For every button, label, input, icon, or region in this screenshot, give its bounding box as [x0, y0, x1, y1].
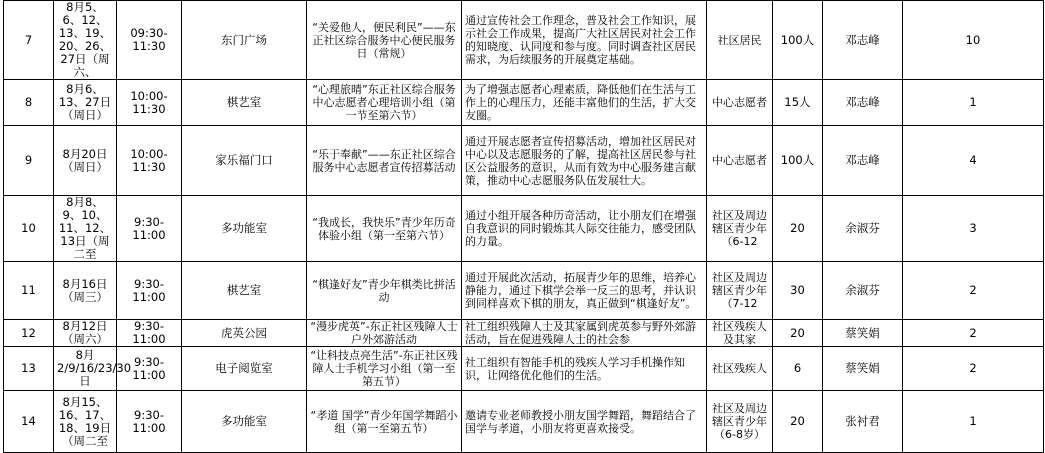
cell-activity: “让科技点亮生活”-东正社区残障人士手机学习小组（第一至第五节） [307, 347, 462, 391]
cell-staff: 蔡笑娟 [823, 320, 903, 347]
cell-date: 8月20日（周日） [54, 126, 117, 196]
cell-activity: “棋逢好友”青少年棋类比拼活动 [307, 262, 462, 320]
cell-time: 9:30-11:00 [117, 347, 182, 391]
cell-date: 8月15、16、17、18、19日（周二至 [54, 391, 117, 453]
cell-target: 社区残疾人及其家 [707, 320, 773, 347]
cell-content: 社工组织残障人士及其家属到虎英参与野外郊游活动，旨在促进残障人士的社会参 [462, 320, 707, 347]
cell-content: 通过开展志愿者宣传招募活动，增加社区居民对中心以及志愿服务的了解，提高社区居民参与社区公益服务的意识，从而有效为中心服务建言献策，推动中心志愿服务队伍发展壮大。 [462, 126, 707, 196]
table-row [4, 1, 1044, 80]
cell-activity: “乐于奉献”——东正社区综合服务中心志愿者宣传招募活动 [307, 126, 462, 196]
cell-count: 100人 [773, 126, 823, 196]
cell-no: 8 [4, 80, 54, 126]
cell-no: 7 [4, 1, 54, 80]
cell-sessions: 1 [903, 391, 1044, 453]
cell-count: 15人 [773, 80, 823, 126]
cell-no: 11 [4, 262, 54, 320]
cell-place: 家乐福门口 [182, 126, 307, 196]
cell-date: 8月8、9、10、11、12、13日（周二至 [54, 196, 117, 262]
cell-target: 社区及周边辖区青少年（6-12 [707, 196, 773, 262]
cell-target: 社区及周边辖区青少年（7-12 [707, 262, 773, 320]
cell-content: 通过宣传社会工作理念，普及社会工作知识，展示社会工作成果，提高广大社区居民对社会工作的知晓度、认同度和参与度。同时调查社区居民需求，为后续服务的开展奠定基础。 [462, 1, 707, 80]
cell-sessions: 2 [903, 347, 1044, 391]
cell-time: 9:30-11:00 [117, 320, 182, 347]
cell-time: 9:30-11:00 [117, 196, 182, 262]
cell-sessions: 2 [903, 320, 1044, 347]
cell-time: 9:30-11:00 [117, 391, 182, 453]
cell-staff: 蔡笑娟 [823, 347, 903, 391]
table-row [4, 320, 1044, 347]
cell-date: 8月2/9/16/23/30日 [54, 347, 117, 391]
table-row [4, 196, 1044, 262]
cell-staff: 余淑芬 [823, 262, 903, 320]
cell-content: 通过小组开展各种历奇活动，让小朋友们在增强自我意识的同时锻炼其人际交往能力，感受团队的力量。 [462, 196, 707, 262]
cell-activity: “孝道 国学”青少年国学舞蹈小组（第一至第五节） [307, 391, 462, 453]
cell-target: 中心志愿者 [707, 126, 773, 196]
cell-staff: 邓志峰 [823, 1, 903, 80]
cell-activity: “我成长，我快乐”青少年历奇体验小组（第一至第六节） [307, 196, 462, 262]
cell-target: 社区及周边辖区青少年（6-8岁） [707, 391, 773, 453]
cell-no: 10 [4, 196, 54, 262]
cell-place: 棋艺室 [182, 262, 307, 320]
cell-sessions: 10 [903, 1, 1044, 80]
cell-no: 13 [4, 347, 54, 391]
cell-sessions: 4 [903, 126, 1044, 196]
table-row [4, 347, 1044, 391]
cell-date: 8月6、13、27日（周日） [54, 80, 117, 126]
cell-no: 12 [4, 320, 54, 347]
cell-place: 电子阅览室 [182, 347, 307, 391]
cell-content: 邀请专业老师教授小朋友国学舞蹈，舞蹈结合了国学与孝道，小朋友将更喜欢接受。 [462, 391, 707, 453]
cell-time: 9:30-11:00 [117, 262, 182, 320]
cell-time: 10:00-11:30 [117, 80, 182, 126]
cell-count: 100人 [773, 1, 823, 80]
cell-staff: 邓志峰 [823, 126, 903, 196]
cell-count: 30 [773, 262, 823, 320]
cell-count: 20 [773, 196, 823, 262]
cell-target: 社区残疾人 [707, 347, 773, 391]
cell-date: 8月5、6、12、13、19、20、26、27日（周六、 [54, 1, 117, 80]
cell-no: 14 [4, 391, 54, 453]
cell-time: 09:30-11:30 [117, 1, 182, 80]
cell-count: 6 [773, 347, 823, 391]
cell-content: 社工组织有智能手机的残疾人学习手机操作知识，让网络优化他们的生活。 [462, 347, 707, 391]
cell-activity: “心理旅晴”东正社区综合服务中心志愿者心理培训小组（第一节至第六节） [307, 80, 462, 126]
cell-date: 8月16日（周三） [54, 262, 117, 320]
cell-sessions: 1 [903, 80, 1044, 126]
cell-time: 10:00-11:30 [117, 126, 182, 196]
cell-sessions: 2 [903, 262, 1044, 320]
cell-place: 多功能室 [182, 391, 307, 453]
cell-activity: “关爱他人，便民利民”——东正社区综合服务中心便民服务日（常规） [307, 1, 462, 80]
cell-staff: 邓志峰 [823, 80, 903, 126]
cell-place: 多功能室 [182, 196, 307, 262]
cell-place: 东门广场 [182, 1, 307, 80]
cell-content: 通过开展此次活动，拓展青少年的思维，培养心静能力，通过下棋学会举一反三的思考，并认识到同样喜欢下棋的朋友，真正做到“棋逢好友”。 [462, 262, 707, 320]
table-row [4, 391, 1044, 453]
cell-sessions: 3 [903, 196, 1044, 262]
cell-target: 中心志愿者 [707, 80, 773, 126]
table-row [4, 262, 1044, 320]
cell-target: 社区居民 [707, 1, 773, 80]
cell-place: 虎英公园 [182, 320, 307, 347]
table-row [4, 80, 1044, 126]
cell-content: 为了增强志愿者心理素质，降低他们在生活与工作上的心理压力，还能丰富他们的生活，扩大交友圈。 [462, 80, 707, 126]
cell-activity: “漫步虎英”-东正社区残障人士户外郊游活动 [307, 320, 462, 347]
cell-place: 棋艺室 [182, 80, 307, 126]
cell-count: 20 [773, 391, 823, 453]
cell-staff: 张衬君 [823, 391, 903, 453]
cell-no: 9 [4, 126, 54, 196]
cell-staff: 余淑芬 [823, 196, 903, 262]
cell-count: 20 [773, 320, 823, 347]
schedule-table [3, 0, 1044, 453]
cell-date: 8月12日（周六） [54, 320, 117, 347]
table-row [4, 126, 1044, 196]
